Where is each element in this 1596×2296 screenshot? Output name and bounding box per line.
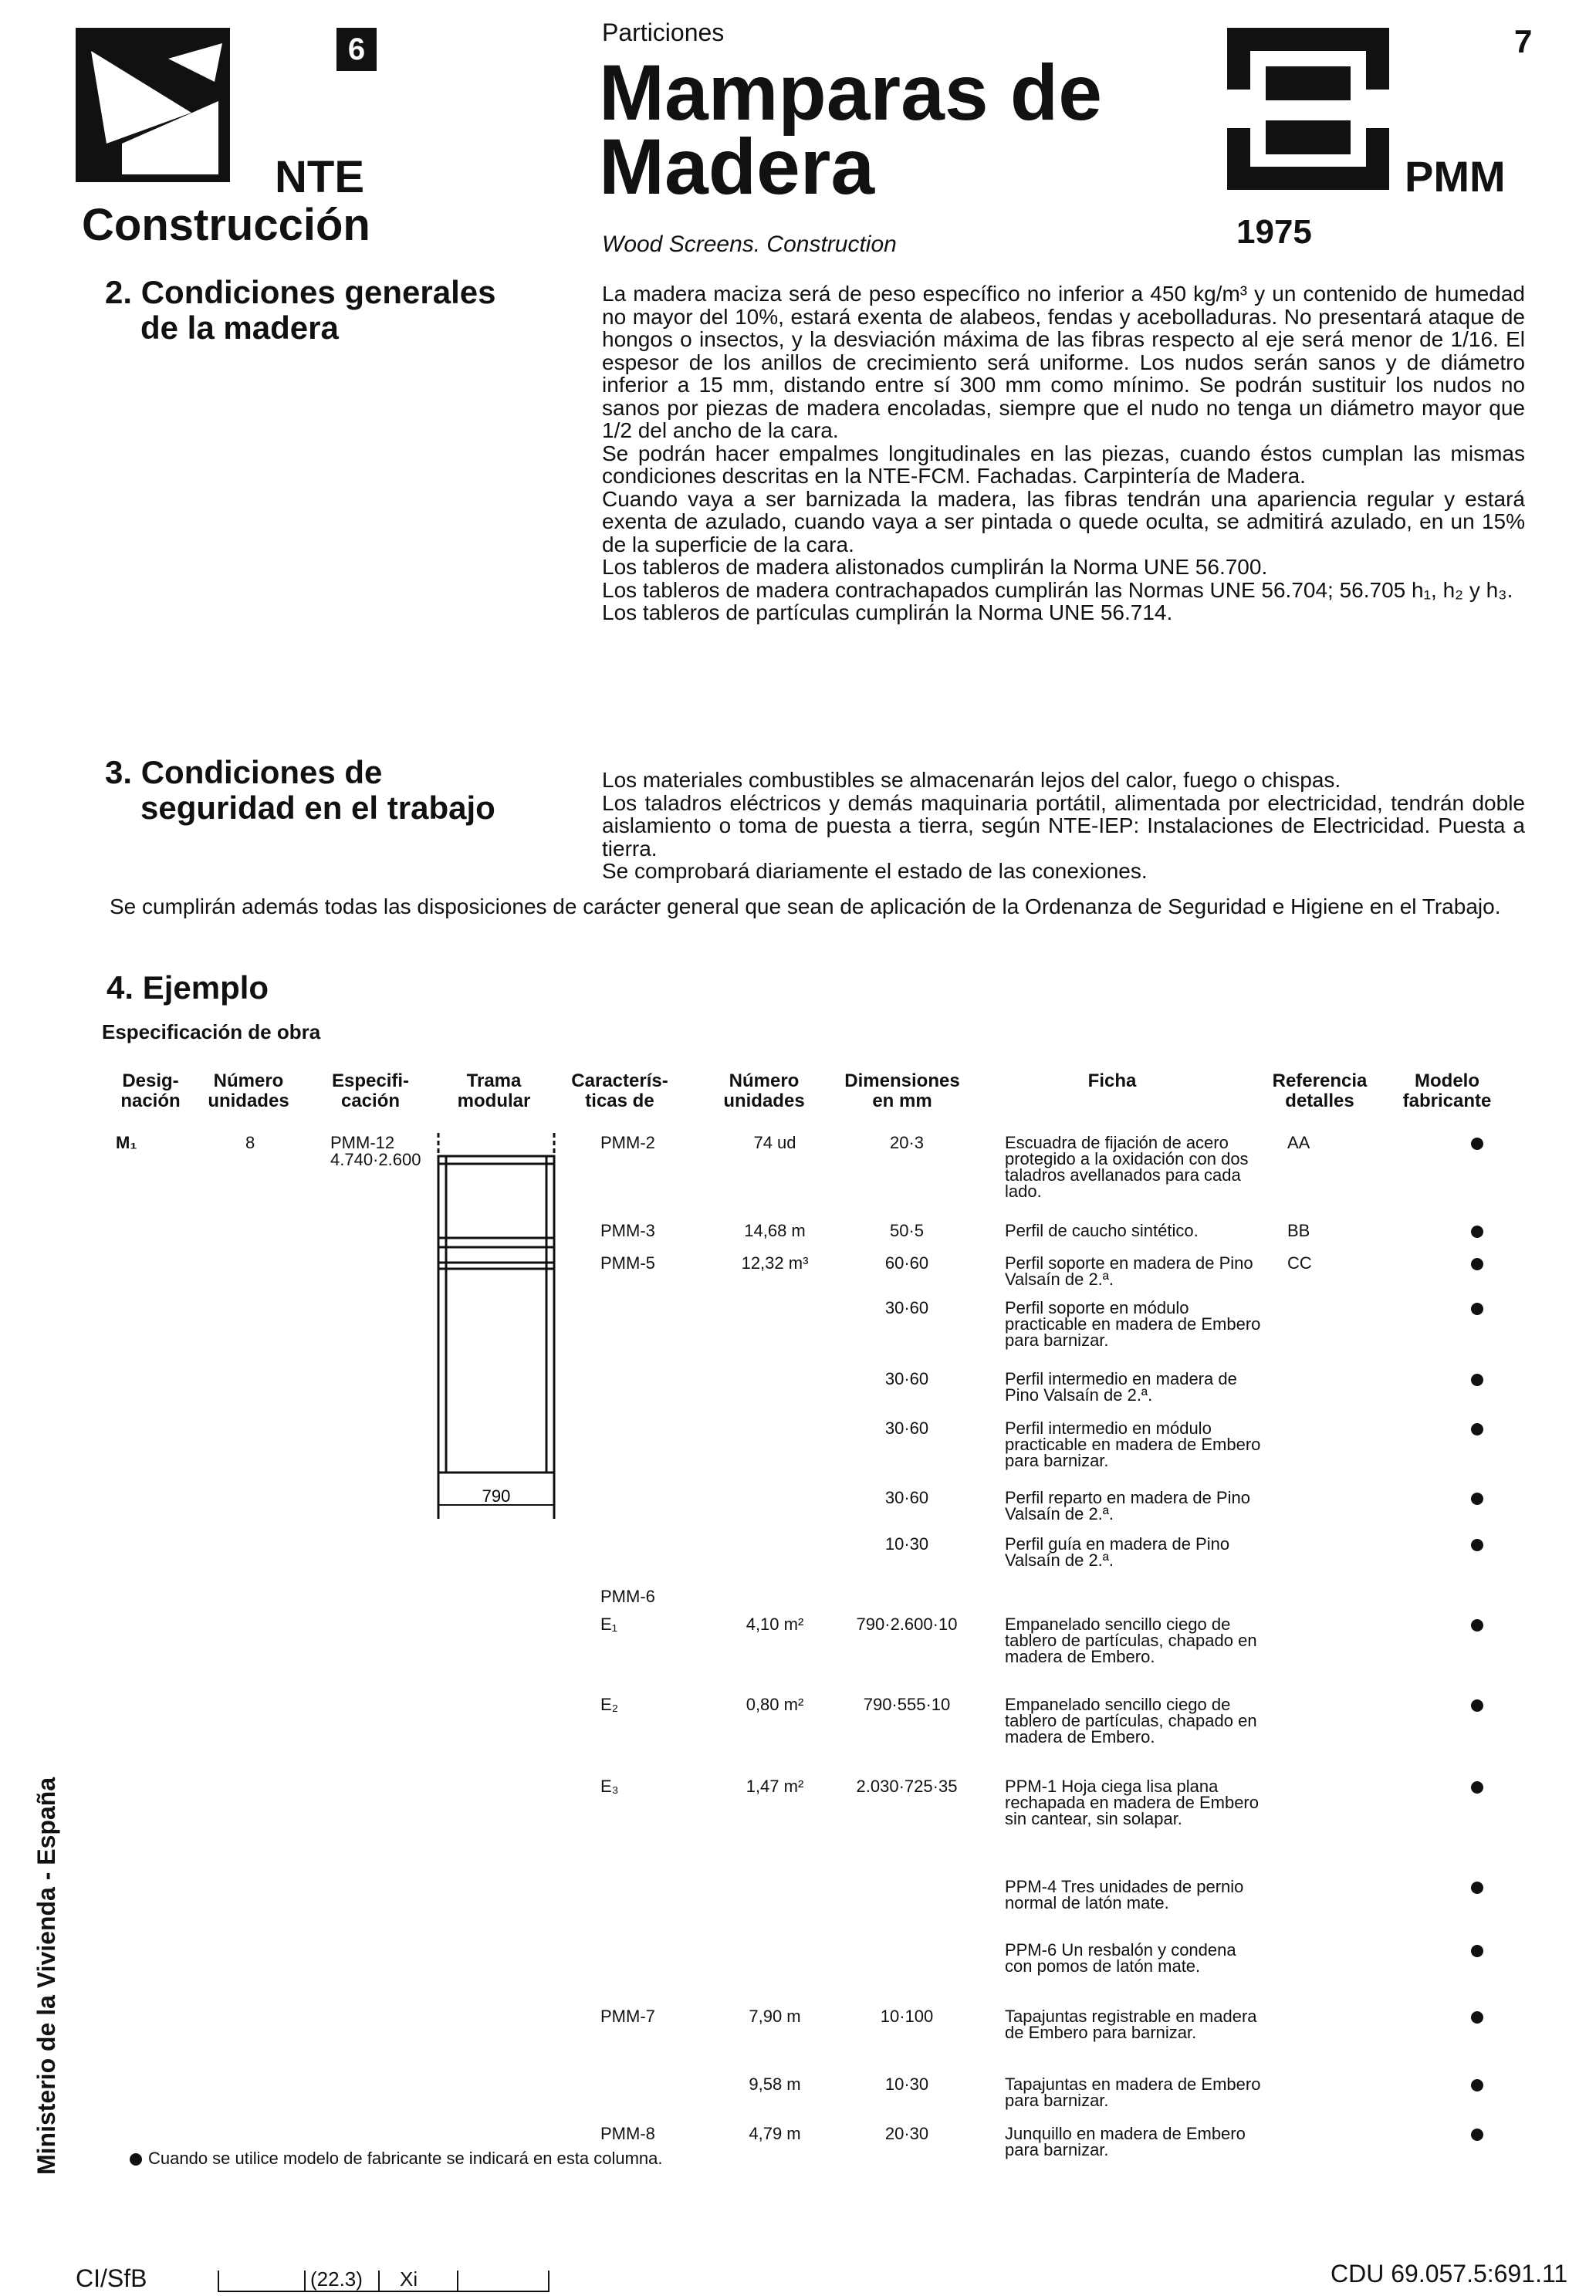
characteristic-cell: PMM-5 <box>600 1253 655 1273</box>
description-cell: PPM-6 Un resbalón y condena con pomos de latón mate. <box>1005 1940 1236 1976</box>
document-year: 1975 <box>1236 213 1312 251</box>
paragraph: Se podrán hacer empalmes longitudinales en las piezas, cuando éstos cumplan las mismas condiciones descritas en la NTE-FCM. Fachadas. Carpintería de Madera. <box>602 441 1525 488</box>
dimensions-cell: 10·30 <box>884 2075 929 2094</box>
section-3-general: Se cumplirán además todas las disposiciones de carácter general que sean de aplicación de la Ordenanza de Seguridad e Higiene en el Trabajo. <box>110 894 1501 918</box>
units-cell: 7,90 m <box>749 2007 801 2026</box>
column-header: Especifi- cación <box>331 1070 410 1111</box>
cisfb-label: CI/SfB <box>76 2264 147 2292</box>
cdu-code: CDU 69.057.5:691.11 <box>1331 2260 1568 2288</box>
manufacturer-bullet-icon <box>1471 1374 1483 1386</box>
column-header: Desig- nación <box>120 1070 181 1111</box>
units-value: 8 <box>245 1133 255 1152</box>
paragraph: Los tableros de partículas cumplirán la Norma UNE 56.714. <box>602 600 1173 624</box>
bullet-icon <box>130 2153 142 2166</box>
footnote: Cuando se utilice modelo de fabricante se indicará en esta columna. <box>148 2149 663 2168</box>
paragraph: Se comprobará diariamente el estado de las conexiones. <box>602 859 1148 883</box>
section-3-body <box>602 769 1525 883</box>
frame-symbol-icon <box>1227 28 1389 190</box>
characteristic-cell: E₁ <box>600 1615 618 1634</box>
manufacturer-bullet-icon <box>1471 2011 1483 2024</box>
designation-value: M₁ <box>116 1133 137 1152</box>
paragraph: Los tableros de madera contrachapados cumplirán las Normas UNE 56.704; 56.705 h₁, h₂ y h₃. <box>602 577 1513 602</box>
manufacturer-bullet-icon <box>1471 1781 1483 1794</box>
section-4-title: 4. Ejemplo <box>107 969 269 1006</box>
page-title: Mamparas de Madera <box>599 49 1102 211</box>
section-2-body <box>602 282 1525 624</box>
description-cell: Junquillo en madera de Embero para barnizar. <box>1005 2124 1246 2159</box>
column-header: Referencia detalles <box>1272 1070 1368 1111</box>
dimensions-cell: 790·2.600·10 <box>856 1615 958 1634</box>
description-cell: Perfil de caucho sintético. <box>1005 1221 1199 1240</box>
cisfb-x: Xi <box>400 2267 418 2291</box>
description-cell: Perfil soporte en módulo practicable en madera de Embero para barnizar. <box>1005 1298 1261 1350</box>
manufacturer-bullet-icon <box>1471 2129 1483 2141</box>
description-cell: Perfil soporte en madera de Pino Valsaín de 2.ª. <box>1005 1253 1253 1289</box>
brand-name: NTE <box>275 152 364 202</box>
paragraph: Cuando vaya a ser barnizada la madera, las fibras tendrán una apariencia regular y estará exenta de azulado, cuando vaya a ser pintada o quede oculta, se admitirá azulado, en un 15% de la superficie de la cara. <box>602 486 1525 556</box>
units-cell: 9,58 m <box>749 2075 801 2094</box>
column-header: Ficha <box>1087 1070 1137 1091</box>
section-2-title: 2. Condiciones generales de la madera <box>105 274 496 346</box>
page-number: 7 <box>1514 23 1533 59</box>
description-cell: Escuadra de fijación de acero protegido a la oxidación con dos taladros avellanados para cada lado. <box>1005 1133 1249 1201</box>
trowel-logo-icon <box>76 28 230 182</box>
column-header: Número unidades <box>208 1070 289 1111</box>
column-header: Dimensiones en mm <box>844 1070 960 1111</box>
description-cell: Perfil intermedio en módulo practicable en madera de Embero para barnizar. <box>1005 1419 1261 1470</box>
units-cell: 74 ud <box>753 1133 796 1152</box>
manufacturer-bullet-icon <box>1471 1619 1483 1632</box>
dimensions-cell: 20·30 <box>884 2124 929 2143</box>
manufacturer-bullet-icon <box>1471 1226 1483 1238</box>
units-cell: 1,47 m² <box>746 1777 804 1796</box>
paragraph: Los tableros de madera alistonados cumplirán la Norma UNE 56.700. <box>602 555 1268 579</box>
description-cell: Tapajuntas en madera de Embero para barnizar. <box>1005 2075 1261 2110</box>
column-header: Número unidades <box>723 1070 805 1111</box>
paragraph: Los taladros eléctricos y demás maquinaria portátil, alimentada por electricidad, tendrán doble aislamiento o toma de puesta a tierra, según NTE-IEP: Instalaciones de Electricidad. Puesta a tierra. <box>602 790 1525 861</box>
series-number-badge: 6 <box>336 28 377 71</box>
manufacturer-bullet-icon <box>1471 2079 1483 2091</box>
column-header: Trama modular <box>457 1070 531 1111</box>
column-header: Modelo fabricante <box>1402 1070 1492 1111</box>
dimensions-cell: 790·555·10 <box>863 1695 951 1714</box>
dimensions-cell: 60·60 <box>884 1253 929 1273</box>
characteristic-cell: PMM-7 <box>600 2007 655 2026</box>
characteristic-cell: PMM-6 <box>600 1587 655 1606</box>
description-cell: Tapajuntas registrable en madera de Embero para barnizar. <box>1005 2007 1257 2042</box>
module-dimension: 790 <box>482 1486 511 1506</box>
manufacturer-bullet-icon <box>1471 1539 1483 1551</box>
description-cell: PPM-4 Tres unidades de pernio normal de latón mate. <box>1005 1877 1244 1912</box>
units-cell: 12,32 m³ <box>741 1253 809 1273</box>
description-cell: Perfil intermedio en madera de Pino Valsaín de 2.ª. <box>1005 1369 1237 1405</box>
manufacturer-bullet-icon <box>1471 1493 1483 1505</box>
dimensions-cell: 50·5 <box>889 1221 925 1240</box>
dimensions-cell: 10·30 <box>884 1534 929 1554</box>
reference-cell: CC <box>1287 1253 1312 1273</box>
dimensions-cell: 30·60 <box>884 1369 929 1388</box>
reference-cell: BB <box>1287 1221 1310 1240</box>
spec-label: Especificación de obra <box>102 1020 321 1043</box>
dimensions-cell: 30·60 <box>884 1298 929 1317</box>
manufacturer-bullet-icon <box>1471 1138 1483 1150</box>
reference-cell: AA <box>1287 1133 1310 1152</box>
units-cell: 4,79 m <box>749 2124 801 2143</box>
characteristic-cell: PMM-8 <box>600 2124 655 2143</box>
units-cell: 14,68 m <box>744 1221 806 1240</box>
category-label: Particiones <box>602 19 725 46</box>
dimensions-cell: 30·60 <box>884 1488 929 1507</box>
manufacturer-bullet-icon <box>1471 1945 1483 1957</box>
brand-sub: Construcción <box>82 200 370 250</box>
column-header: Caracterís- ticas de <box>571 1070 668 1111</box>
units-cell: 0,80 m² <box>746 1695 804 1714</box>
manufacturer-bullet-icon <box>1471 1423 1483 1435</box>
paragraph: La madera maciza será de peso específico no inferior a 450 kg/m³ y un contenido de humedad no mayor del 10%, estará exenta de alabeos, fendas y acebolladuras. No presentará ataque de hongos o insectos, y la desviación máxima de las fibras respecto al eje será menor de 1/16. El espesor de los anillos de crecimiento será uniforme. Los nudos serán sanos y de diámetro inferior a 15 mm, distando entre sí 300 mm como mínimo. Se podrán sustituir los nudos no sanos por piezas de madera encoladas, siempre que el nudo no tenga un diámetro mayor que 1/2 del ancho de la cara. <box>602 282 1525 442</box>
description-cell: PPM-1 Hoja ciega lisa plana rechapada en madera de Embero sin cantear, sin solapar. <box>1005 1777 1259 1828</box>
page-subtitle: Wood Screens. Construction <box>602 232 897 257</box>
characteristic-cell: E₂ <box>600 1695 619 1714</box>
ministry-vertical-label: Ministerio de la Vivienda - España <box>32 1777 60 2175</box>
cisfb-code: (22.3) <box>310 2267 363 2291</box>
spec-value: PMM-12 4.740·2.600 <box>330 1133 421 1169</box>
characteristic-cell: PMM-2 <box>600 1133 655 1152</box>
units-cell: 4,10 m² <box>746 1615 804 1634</box>
characteristic-cell: E₃ <box>600 1777 619 1796</box>
description-cell: Perfil reparto en madera de Pino Valsaín de 2.ª. <box>1005 1488 1250 1523</box>
paragraph: Los materiales combustibles se almacenarán lejos del calor, fuego o chispas. <box>602 768 1341 792</box>
modular-frame-diagram <box>423 1133 577 1527</box>
manufacturer-bullet-icon <box>1471 1303 1483 1315</box>
section-3-title: 3. Condiciones de seguridad en el trabajo <box>105 754 495 826</box>
dimensions-cell: 2.030·725·35 <box>856 1777 958 1796</box>
manufacturer-bullet-icon <box>1471 1699 1483 1712</box>
dimensions-cell: 10·100 <box>880 2007 934 2026</box>
dimensions-cell: 30·60 <box>884 1419 929 1438</box>
manufacturer-bullet-icon <box>1471 1258 1483 1270</box>
cisfb-code-box <box>218 2263 549 2292</box>
characteristic-cell: PMM-3 <box>600 1221 655 1240</box>
document-code: PMM <box>1405 152 1506 201</box>
dimensions-cell: 20·3 <box>889 1133 925 1152</box>
description-cell: Empanelado sencillo ciego de tablero de partículas, chapado en madera de Embero. <box>1005 1615 1257 1666</box>
manufacturer-bullet-icon <box>1471 1882 1483 1894</box>
description-cell: Empanelado sencillo ciego de tablero de partículas, chapado en madera de Embero. <box>1005 1695 1257 1747</box>
description-cell: Perfil guía en madera de Pino Valsaín de 2.ª. <box>1005 1534 1230 1570</box>
